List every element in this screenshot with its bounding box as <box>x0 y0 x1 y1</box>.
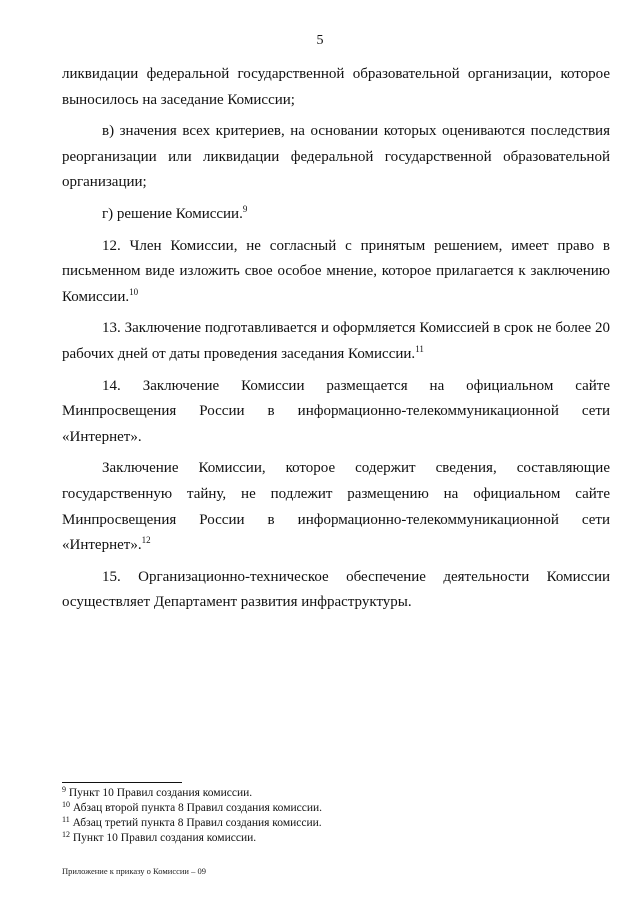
footnote-item <box>62 801 610 816</box>
footnote-text: Абзац третий пункта 8 Правил создания комиссии. <box>72 817 322 829</box>
paragraph-text: 13. Заключение подготавливается и оформляется Комиссией в срок не более 20 рабочих дней от даты проведения заседания Комиссии. <box>62 320 610 362</box>
paragraph-text: 12. Член Комиссии, не согласный с принятым решением, имеет право в письменном виде изложить свое особое мнение, которое прилагается к заключению Комиссии. <box>62 237 610 305</box>
footnote-item <box>62 786 610 801</box>
footnote-text: Абзац второй пункта 8 Правил создания комиссии. <box>72 802 323 814</box>
paragraph-text: ликвидации федеральной государственной образовательной организации, которое выносилось на заседание Комиссии; <box>62 66 610 108</box>
footnote-number: 10 <box>62 800 70 809</box>
paragraph-item-12 <box>62 234 610 311</box>
footnote-item <box>62 816 610 831</box>
footnote-ref: 12 <box>141 535 151 546</box>
footnote-divider <box>62 782 182 783</box>
footnote-ref: 9 <box>242 203 248 214</box>
footnotes <box>62 786 610 846</box>
document-body <box>62 62 610 622</box>
paragraph-text: в) значения всех критериев, на основании которых оцениваются последствия реорганизации или ликвидации федеральной государственной образовательной организации; <box>62 123 610 191</box>
footnote-ref: 11 <box>415 343 424 354</box>
paragraph-criteria-values <box>62 119 610 196</box>
footnote-ref: 10 <box>129 286 139 297</box>
page-footer: Приложение к приказу о Комиссии – 09 <box>62 866 206 876</box>
footnote-number: 12 <box>62 830 70 839</box>
paragraph-state-secret <box>62 456 610 558</box>
footnote-number: 11 <box>62 815 70 824</box>
paragraph-item-13 <box>62 316 610 367</box>
paragraph-text: 14. Заключение Комиссии размещается на официальном сайте Минпросвещения России в информационно-телекоммуникационной сети «Интернет». <box>62 377 610 445</box>
paragraph-liquidation-continued <box>62 62 610 113</box>
footnote-text: Пункт 10 Правил создания комиссии. <box>72 832 257 844</box>
paragraph-text: 15. Организационно-техническое обеспечение деятельности Комиссии осуществляет Департамент развития инфраструктуры. <box>62 568 610 611</box>
paragraph-commission-decision <box>62 202 610 228</box>
paragraph-item-14 <box>62 374 610 451</box>
page-number: 5 <box>316 33 324 48</box>
footnote-text: Пункт 10 Правил создания комиссии. <box>68 787 253 799</box>
footnote-number: 9 <box>62 785 66 794</box>
paragraph-item-15 <box>62 565 610 616</box>
paragraph-text: Заключение Комиссии, которое содержит сведения, составляющие государственную тайну, не подлежит размещению на официальном сайте Минпросвещения России в информационно-телекоммуникационной сети «Интернет». <box>62 460 610 554</box>
paragraph-text: г) решение Комиссии. <box>102 205 243 222</box>
footnote-item <box>62 831 610 846</box>
